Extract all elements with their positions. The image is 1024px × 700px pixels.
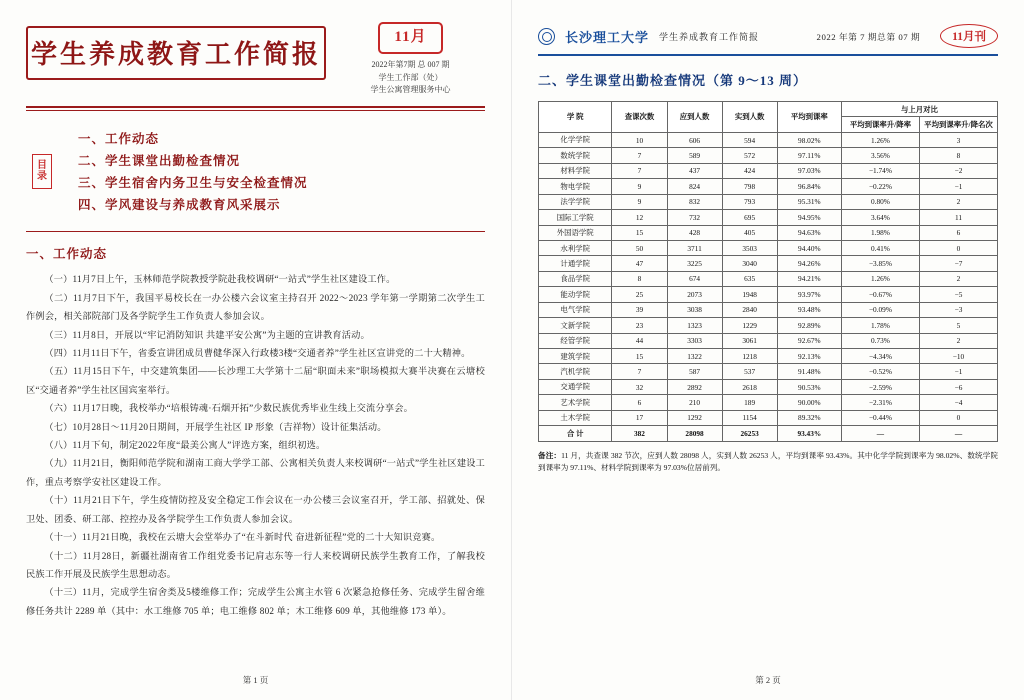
- cell-should: 3038: [667, 302, 722, 317]
- cell-cmp-rate: 0.41%: [841, 240, 919, 255]
- toc-list: [78, 125, 308, 217]
- divider-red-thin: [26, 110, 485, 111]
- cell-checks: 15: [612, 225, 667, 240]
- divider-red-thick: [26, 106, 485, 108]
- cell-cmp-rate: 1.98%: [841, 225, 919, 240]
- cell-actual: 798: [722, 179, 777, 194]
- cell-checks: 32: [612, 379, 667, 394]
- cell-checks: 10: [612, 132, 667, 147]
- paragraph: （八）11月下旬，制定2022年度“最美公寓人”评选方案，组织初选。: [44, 440, 326, 451]
- cell-checks: 17: [612, 410, 667, 425]
- table-row: [539, 132, 998, 147]
- cell-actual: 594: [722, 132, 777, 147]
- cell-college: 电气学院: [539, 302, 612, 317]
- cell-actual: 1154: [722, 410, 777, 425]
- cell-rate: 92.13%: [777, 349, 841, 364]
- table-row: [539, 256, 998, 271]
- cell-cmp-rank: 6: [919, 225, 997, 240]
- cell-should: 1322: [667, 349, 722, 364]
- brief-label: 学生养成教育工作简报: [659, 31, 760, 42]
- cell-college: 建筑学院: [539, 349, 612, 364]
- cell-should: 3711: [667, 240, 722, 255]
- cell-cmp-rate: −2.59%: [841, 379, 919, 394]
- cell-rate: 94.40%: [777, 240, 841, 255]
- cell-checks: 47: [612, 256, 667, 271]
- table-row: [539, 410, 998, 425]
- cell-should: 606: [667, 132, 722, 147]
- cell-should: 824: [667, 179, 722, 194]
- cell-total-checks: 382: [612, 426, 667, 441]
- cell-rate: 94.21%: [777, 271, 841, 286]
- cell-college: 土木学院: [539, 410, 612, 425]
- th-college: 学 院: [539, 102, 612, 133]
- cell-cmp-rank: 2: [919, 194, 997, 209]
- cell-rate: 89.32%: [777, 410, 841, 425]
- cell-cmp-rate: −0.09%: [841, 302, 919, 317]
- cell-actual: 537: [722, 364, 777, 379]
- table-row: [539, 333, 998, 348]
- cell-actual: 695: [722, 210, 777, 225]
- cell-college: 外国语学院: [539, 225, 612, 240]
- table-row: [539, 194, 998, 209]
- cell-checks: 7: [612, 364, 667, 379]
- paragraph: （五）11月15日下午，中交建筑集团——长沙理工大学第十二届“职面未来”职场模拟大赛半决赛在云塘校区“交通者养”学生社区国宾室举行。: [26, 366, 485, 395]
- cell-cmp-rate: −3.85%: [841, 256, 919, 271]
- cell-checks: 9: [612, 179, 667, 194]
- cell-total-label: 合 计: [539, 426, 612, 441]
- paragraph: （二）11月7日下午，我国平易校长在一办公楼六会议室主持召开 2022～2023 学年第一学期第二次学生工作例会，相关部院部门及各学院学生工作负责人参加会议。: [26, 292, 485, 322]
- cell-actual: 1218: [722, 349, 777, 364]
- masthead: [26, 18, 485, 96]
- cell-college: 艺术学院: [539, 395, 612, 410]
- cell-cmp-rank: −4: [919, 395, 997, 410]
- cell-cmp-rank: 0: [919, 240, 997, 255]
- cell-cmp-rate: 3.64%: [841, 210, 919, 225]
- cell-rate: 93.97%: [777, 287, 841, 302]
- cell-should: 732: [667, 210, 722, 225]
- table-row: [539, 148, 998, 163]
- cell-cmp-rank: −5: [919, 287, 997, 302]
- cell-college: 化学学院: [539, 132, 612, 147]
- cell-college: 国际工学院: [539, 210, 612, 225]
- cell-actual: 2840: [722, 302, 777, 317]
- paragraph: （四）11月11日下午，省委宣讲团成员曹健华深入行政楼3楼“交通者养”学生社区宣讲党的二十大精神。: [44, 348, 471, 359]
- cell-cmp-rank: 11: [919, 210, 997, 225]
- cell-should: 2073: [667, 287, 722, 302]
- toc-tag: 目录: [32, 154, 52, 189]
- cell-rate: 97.03%: [777, 163, 841, 178]
- cell-cmp-rank: 2: [919, 333, 997, 348]
- cell-college: 经管学院: [539, 333, 612, 348]
- table-row: [539, 379, 998, 394]
- cell-cmp-rate: 1.78%: [841, 318, 919, 333]
- page-number: 第 1 页: [242, 675, 269, 685]
- cell-college: 数统学院: [539, 148, 612, 163]
- cell-checks: 50: [612, 240, 667, 255]
- cell-actual: 572: [722, 148, 777, 163]
- page-number: 第 2 页: [755, 675, 781, 685]
- table-row: [539, 287, 998, 302]
- th-compare-group: 与上月对比: [841, 102, 997, 117]
- paragraph: （十）11月21日下午，学生疫情防控及安全稳定工作会议在一办公楼三会议室召开，学工部、招就处、保卫处、团委、研工部、控控办及各学院学生工作负责人参加会议。: [26, 495, 485, 524]
- title-box: [26, 26, 326, 80]
- paragraph: （九）11月21日，衡阳师范学院和湖南工商大学学工部、公寓相关负责人来校调研“一站式”学生社区建设工作，重点考察学安社区建设工作。: [26, 458, 485, 487]
- cell-rate: 94.63%: [777, 225, 841, 240]
- cell-total-cmp-rate: —: [841, 426, 919, 441]
- cell-actual: 1948: [722, 287, 777, 302]
- divider-blue: [538, 54, 998, 56]
- th-compare-rate: 平均到课率升/降率: [841, 117, 919, 132]
- cell-should: 1323: [667, 318, 722, 333]
- university-name: 长沙理工大学: [565, 29, 650, 45]
- cell-cmp-rate: −4.34%: [841, 349, 919, 364]
- cell-actual: 1229: [722, 318, 777, 333]
- cell-checks: 15: [612, 349, 667, 364]
- cell-should: 587: [667, 364, 722, 379]
- cell-college: 文新学院: [539, 318, 612, 333]
- cell-should: 210: [667, 395, 722, 410]
- table-row: [539, 349, 998, 364]
- cell-actual: 2618: [722, 379, 777, 394]
- cell-rate: 93.48%: [777, 302, 841, 317]
- cell-checks: 7: [612, 148, 667, 163]
- cell-checks: 9: [612, 194, 667, 209]
- month-badge: 11月刊: [940, 24, 998, 48]
- dept-line-1: 学生工作部（处）: [378, 72, 443, 82]
- cell-rate: 95.31%: [777, 194, 841, 209]
- th-actual: 实到人数: [722, 102, 777, 133]
- table-total-row: [539, 426, 998, 441]
- cell-rate: 90.53%: [777, 379, 841, 394]
- section-heading: 一、工作动态: [26, 247, 108, 262]
- cell-checks: 23: [612, 318, 667, 333]
- cell-should: 1292: [667, 410, 722, 425]
- cell-cmp-rank: −10: [919, 349, 997, 364]
- cell-rate: 94.26%: [777, 256, 841, 271]
- paragraph: （一）11月7日上午，玉林师范学院教授学院赴我校调研“一站式”学生社区建设工作。: [44, 274, 396, 285]
- cell-total-actual: 26253: [722, 426, 777, 441]
- table-row: [539, 395, 998, 410]
- cell-cmp-rate: −0.22%: [841, 179, 919, 194]
- th-checks: 查课次数: [612, 102, 667, 133]
- month-badge: 11月: [378, 22, 442, 54]
- toc-item-2[interactable]: 二、学生课堂出勤检查情况: [78, 154, 241, 169]
- cell-should: 3225: [667, 256, 722, 271]
- cell-total-should: 28098: [667, 426, 722, 441]
- cell-rate: 98.02%: [777, 132, 841, 147]
- divider-section: [26, 231, 485, 232]
- cell-college: 能动学院: [539, 287, 612, 302]
- masthead-info: [336, 18, 485, 96]
- cell-cmp-rank: 3: [919, 132, 997, 147]
- paragraph: （十二）11月28日，新疆社湖南省工作组党委书记肩志东等一行人来校调研民族学生教育工作，了解我校民族工作开展及民族学生思想动态。: [26, 550, 485, 579]
- th-compare-rank: 平均到课率升/降名次: [919, 117, 997, 132]
- cell-college: 计通学院: [539, 256, 612, 271]
- note-text: 11 月，共查课 382 节次，应到人数 28098 人，实到人数 26253 人，平均到课率 93.43%。其中化学学院到课率为 98.02%、数统学院到课率为 97.11%、材料学院到课率为 97.03%位居前列。: [538, 450, 998, 473]
- cell-actual: 405: [722, 225, 777, 240]
- cell-college: 食品学院: [539, 271, 612, 286]
- cell-actual: 793: [722, 194, 777, 209]
- paragraph: （十三）11月，完成学生宿舍类及5楼维修工作；完成学生公寓主水管 6 次紧急抢修任务、完成学生留舍维修任务共计 2289 单（其中：水工维修 705 单；电工维修 802 单；木工维修 609 单，其他维修 173 单）。: [26, 587, 485, 616]
- issue-label: 2022 年第 7 期总第 07 期: [816, 31, 921, 42]
- toc-item-3[interactable]: 三、学生宿舍内务卫生与安全检查情况: [78, 176, 308, 191]
- cell-actual: 3061: [722, 333, 777, 348]
- cell-rate: 90.00%: [777, 395, 841, 410]
- cell-total-rate: 93.43%: [777, 426, 841, 441]
- cell-checks: 44: [612, 333, 667, 348]
- th-should: 应到人数: [667, 102, 722, 133]
- table-row: [539, 240, 998, 255]
- attendance-table: [538, 101, 998, 442]
- cell-cmp-rank: −1: [919, 179, 997, 194]
- dept-line-2: 学生公寓管理服务中心: [370, 85, 451, 95]
- cell-rate: 91.48%: [777, 364, 841, 379]
- table-row: [539, 271, 998, 286]
- cell-checks: 6: [612, 395, 667, 410]
- issue-line: 2022年第7期 总 007 期: [371, 60, 450, 70]
- paragraph: （十一）11月21日晚，我校在云塘大会堂举办了“在斗新时代 奋进新征程”党的二十大知识竞赛。: [44, 532, 441, 543]
- cell-should: 428: [667, 225, 722, 240]
- table-row: [539, 163, 998, 178]
- cell-should: 2892: [667, 379, 722, 394]
- cell-cmp-rate: 3.56%: [841, 148, 919, 163]
- paragraph: （七）10月28日～11月20日期间，开展学生社区 IP 形象（吉祥物）设计征集活动。: [44, 421, 387, 432]
- cell-actual: 189: [722, 395, 777, 410]
- cell-actual: 424: [722, 163, 777, 178]
- cell-cmp-rank: 5: [919, 318, 997, 333]
- cell-should: 674: [667, 271, 722, 286]
- cell-cmp-rate: 0.73%: [841, 333, 919, 348]
- table-row: [539, 318, 998, 333]
- cell-cmp-rate: 0.80%: [841, 194, 919, 209]
- cell-cmp-rate: −1.74%: [841, 163, 919, 178]
- table-note: [538, 450, 998, 475]
- cell-cmp-rank: −3: [919, 302, 997, 317]
- cell-college: 水利学院: [539, 240, 612, 255]
- cell-checks: 7: [612, 163, 667, 178]
- cell-cmp-rank: −1: [919, 364, 997, 379]
- cell-cmp-rate: 1.26%: [841, 271, 919, 286]
- cell-should: 437: [667, 163, 722, 178]
- cell-cmp-rate: 1.26%: [841, 132, 919, 147]
- cell-college: 物电学院: [539, 179, 612, 194]
- cell-actual: 635: [722, 271, 777, 286]
- table-row: [539, 225, 998, 240]
- table-row: [539, 364, 998, 379]
- cell-cmp-rank: −2: [919, 163, 997, 178]
- table-row: [539, 302, 998, 317]
- page-title: 学生养成教育工作简报: [31, 40, 322, 70]
- cell-cmp-rate: −0.67%: [841, 287, 919, 302]
- cell-should: 3303: [667, 333, 722, 348]
- cell-cmp-rank: 8: [919, 148, 997, 163]
- cell-cmp-rate: −2.31%: [841, 395, 919, 410]
- cell-college: 汽机学院: [539, 364, 612, 379]
- cell-checks: 25: [612, 287, 667, 302]
- cell-should: 589: [667, 148, 722, 163]
- cell-checks: 8: [612, 271, 667, 286]
- cell-rate: 92.89%: [777, 318, 841, 333]
- table-header-row-1: [539, 102, 998, 117]
- cell-rate: 96.84%: [777, 179, 841, 194]
- cell-should: 832: [667, 194, 722, 209]
- cell-actual: 3503: [722, 240, 777, 255]
- cell-rate: 97.11%: [777, 148, 841, 163]
- university-logo-icon: [538, 28, 555, 45]
- cell-college: 材料学院: [539, 163, 612, 178]
- th-rate: 平均到课率: [777, 102, 841, 133]
- note-label: 备注：: [538, 450, 562, 460]
- section-title: 二、学生课堂出勤检查情况（第 9～13 周）: [538, 73, 808, 88]
- cell-checks: 12: [612, 210, 667, 225]
- cell-rate: 94.95%: [777, 210, 841, 225]
- cell-checks: 39: [612, 302, 667, 317]
- table-of-contents: [26, 125, 485, 217]
- page2-header: [538, 18, 998, 48]
- table-row: [539, 179, 998, 194]
- attendance-table-body: [539, 132, 998, 441]
- cell-college: 交通学院: [539, 379, 612, 394]
- toc-item-1[interactable]: 一、工作动态: [78, 132, 160, 147]
- paragraph: （六）11月17日晚，我校举办“培根铸魂·石烟开拓”少数民族优秀毕业生线上交流分享会。: [44, 403, 413, 414]
- page-2: [512, 0, 1024, 700]
- cell-cmp-rate: −0.52%: [841, 364, 919, 379]
- toc-item-4[interactable]: 四、学风建设与养成教育风采展示: [78, 198, 281, 213]
- paragraph: （三）11月8日，开展以“牢记消防知识 共建平安公寓”为主题的宣讲教育活动。: [44, 329, 370, 340]
- cell-cmp-rank: −6: [919, 379, 997, 394]
- cell-cmp-rank: 2: [919, 271, 997, 286]
- cell-cmp-rank: 0: [919, 410, 997, 425]
- cell-college: 法学学院: [539, 194, 612, 209]
- cell-cmp-rate: −0.44%: [841, 410, 919, 425]
- table-row: [539, 210, 998, 225]
- body-text: [26, 270, 485, 620]
- cell-actual: 3040: [722, 256, 777, 271]
- cell-total-cmp-rank: —: [919, 426, 997, 441]
- cell-rate: 92.67%: [777, 333, 841, 348]
- cell-cmp-rank: −7: [919, 256, 997, 271]
